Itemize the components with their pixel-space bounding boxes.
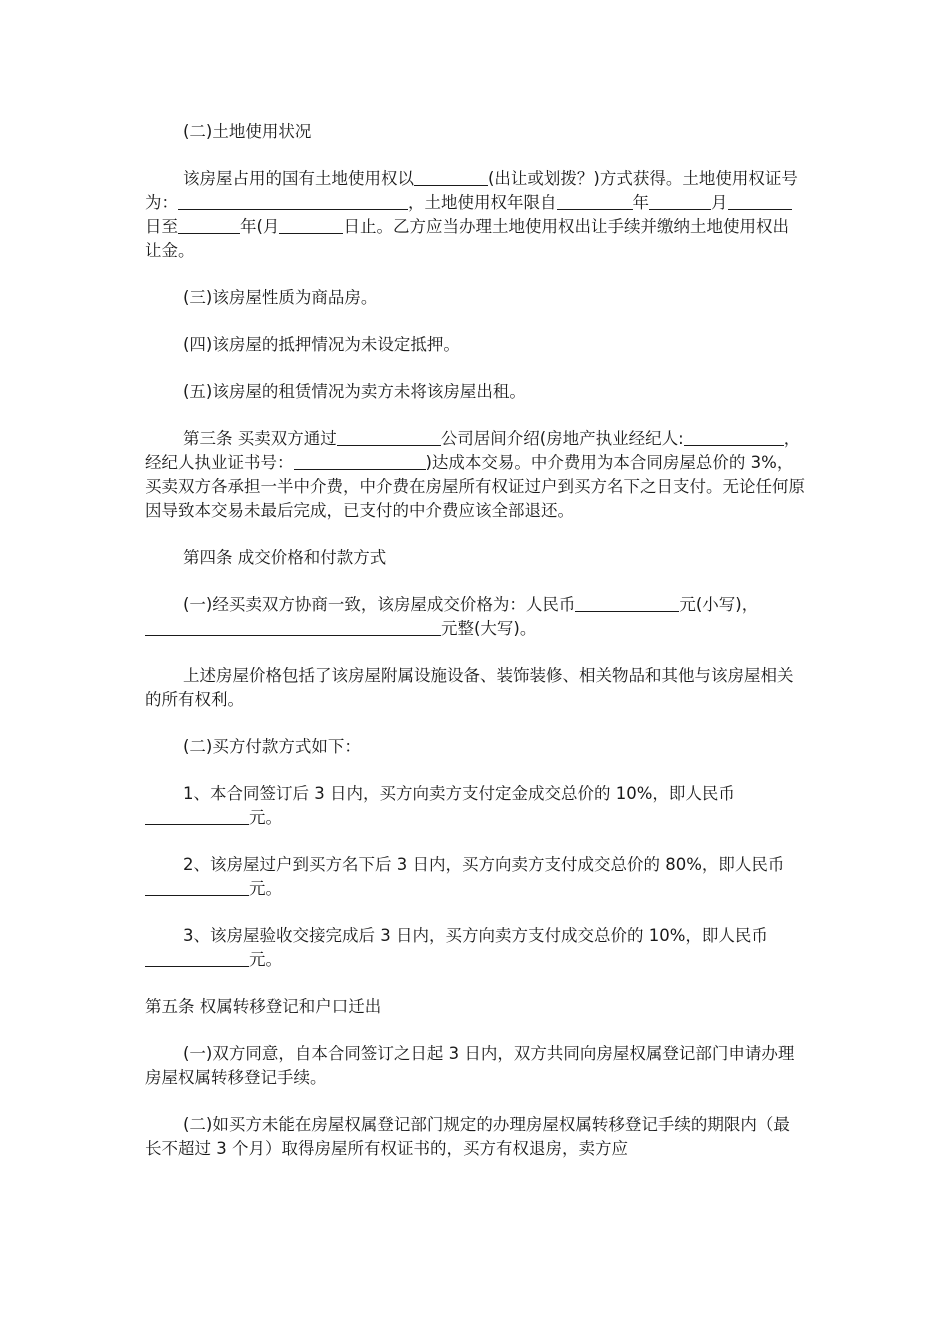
blank-price-numeric[interactable] (575, 593, 679, 612)
blank-deposit-amount[interactable] (145, 806, 249, 825)
blank-agent-name[interactable] (684, 427, 784, 446)
blank-start-day[interactable] (728, 191, 792, 210)
blank-land-cert-number[interactable] (178, 191, 408, 210)
paragraph-transaction-price: (一)经买卖双方协商一致，该房屋成交价格为：人民币 元(小写)，元整(大写)。 (145, 593, 805, 641)
blank-agent-cert-number[interactable] (294, 451, 426, 470)
article-4-heading: 第四条 成交价格和付款方式 (183, 548, 387, 567)
paragraph-payment-method-heading: (二)买方付款方式如下： (183, 737, 361, 756)
section-land-use-heading: (二)土地使用状况 (183, 122, 312, 141)
paragraph-land-use-details: 该房屋占用的国有土地使用权以 (出让或划拨？)方式获得。土地使用权证号为： ，土地使用权年限自 年 月日至 年(月 日止。乙方应当办理土地使用权出让手续并缴纳土地使用权出让金。 (145, 169, 798, 260)
paragraph-transfer-deadline: (二)如买方未能在房屋权属登记部门规定的办理房屋权属转移登记手续的期限内（最长不超过 3 个月）取得房屋所有权证书的，买方有权退房，卖方应 (145, 1115, 790, 1158)
blank-end-day[interactable] (279, 215, 343, 234)
blank-start-month[interactable] (649, 191, 711, 210)
blank-acquisition-method[interactable] (414, 167, 488, 186)
paragraph-lease-status: (五)该房屋的租赁情况为卖方未将该房屋出租。 (183, 382, 526, 401)
blank-price-written[interactable] (145, 617, 441, 636)
paragraph-mortgage-status: (四)该房屋的抵押情况为未设定抵押。 (183, 335, 460, 354)
blank-second-payment-amount[interactable] (145, 877, 249, 896)
blank-end-year[interactable] (178, 215, 240, 234)
blank-final-payment-amount[interactable] (145, 948, 249, 967)
paragraph-price-scope: 上述房屋价格包括了该房屋附属设施设备、装饰装修、相关物品和其他与该房屋相关的所有权利。 (145, 666, 794, 709)
paragraph-payment-1: 1、本合同签订后 3 日内，买方向卖方支付定金成交总价的 10%，即人民币元。 (145, 782, 805, 830)
paragraph-payment-3: 3、该房屋验收交接完成后 3 日内，买方向卖方支付成交总价的 10%，即人民币元。 (145, 924, 805, 972)
paragraph-transfer-registration: (一)双方同意，自本合同签订之日起 3 日内，双方共同向房屋权属登记部门申请办理房屋权属转移登记手续。 (145, 1044, 795, 1087)
paragraph-payment-2: 2、该房屋过户到买方名下后 3 日内，买方向卖方支付成交总价的 80%，即人民币元。 (145, 853, 805, 901)
document-body (145, 120, 805, 1161)
blank-agency-company[interactable] (337, 427, 441, 446)
article-3-agency: 第三条 买卖双方通过 公司居间介绍(房地产执业经纪人: ，经纪人执业证书号： )达成本交易。中介费用为本合同房屋总价的 3%，买卖双方各承担一半中介费，中介费在房屋所有权证过户到买方名下之日支付。无论任何原因导致本交易未最后完成，已支付的中介费应该全部退还。 (145, 429, 805, 520)
paragraph-property-nature: (三)该房屋性质为商品房。 (183, 288, 378, 307)
article-5-heading: 第五条 权属转移登记和户口迁出 (145, 997, 382, 1016)
blank-start-year[interactable] (557, 191, 633, 210)
